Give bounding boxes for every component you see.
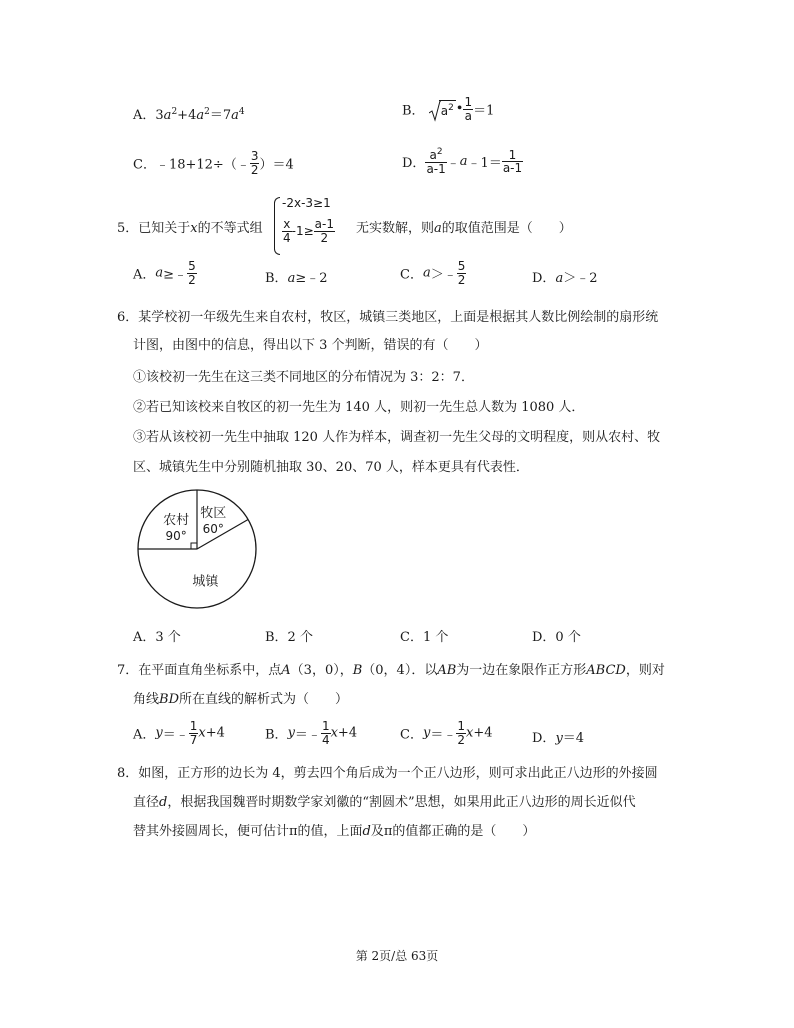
option-label: A． [133,108,156,123]
pie-label-2: 城镇 [192,574,219,590]
math-var: a [231,108,239,123]
q5-option-d[interactable] [532,267,597,286]
q4-option-b[interactable] [402,96,494,122]
math-var: a [422,265,431,281]
fraction: $\frac{1}{4}$ [321,719,330,747]
math-var: a [196,108,205,123]
q6-judgement-2: ②若已知该校来自牧区的初一先生为 140 人，则初一先生总人数为 1080 人． [133,400,585,415]
math-var: a [434,221,442,236]
math-var: a [459,154,468,170]
q8-stem-line-3: 替其外接圆周长，便可估计π的值，上面d及π的值都正确的是（ ） [133,824,536,839]
q6-option-b[interactable]: B．2 个 [265,630,313,645]
fraction: $\frac{1}{a-1}$ [502,147,523,176]
page-footer: 第 2页/总 63页 [355,949,439,963]
radicand-exp: 2 [448,102,454,113]
q6-stem-line-2: 计图，由图中的信息，得出以下 3 个判断，错误的有（ ） [133,338,488,353]
q7-option-d[interactable]: D．y＝4 [532,731,585,746]
pie-angle-label-0: 90° [165,529,187,544]
math-text: ＞﹣2 [563,271,598,286]
q4-option-d[interactable] [402,148,523,175]
math-text: 3 [155,108,164,123]
option-label: D． [402,156,426,172]
math-text: ）＝4 [259,157,294,173]
option-label: B． [402,103,425,119]
math-text: ≥﹣ [163,267,188,283]
pie-label-0: 农村 [163,513,190,529]
q4-option-a[interactable] [133,104,245,123]
inequality-line-1: -2x-3≥1 [282,196,331,210]
math-exp: 2 [171,107,178,117]
q5-option-b[interactable] [265,267,328,286]
fraction: $\frac{5}{2}$ [457,259,466,287]
math-var: x [190,221,198,236]
fraction: $\frac{a^2}{a-1}$ [426,147,446,176]
q6-judgement-1: ①该校初一先生在这三类不同地区的分布情况为 3：2：7． [133,370,474,385]
fraction: $\frac{3}{2}$ [250,149,259,177]
q8-stem-line-2: 直径d，根据我国魏晋时期数学家刘徽的“割圆术”思想，如果用此正八边形的周长近似代 [133,795,636,810]
fraction: $\frac{1}{7}$ [189,719,198,747]
q7-option-b[interactable]: B．y＝﹣ $\frac{1}{4}$ x+4 [265,719,358,747]
q6-option-d[interactable]: D．0 个 [532,630,581,645]
q6-judgement-3-line-2: 区、城镇先生中分别随机抽取 30、20、70 人，样本更具有代表性． [133,460,529,475]
q4-option-c[interactable] [133,150,294,176]
math-text: ≥﹣2 [295,271,328,286]
q6-judgement-3-line-1: ③若从该校初一先生中抽取 120 人作为样本，调查初一先生父母的文明程度，则从农村、牧 [133,430,661,445]
math-text: ﹣1＝ [467,156,502,172]
q8-stem-line-1: 8．如图，正方形的边长为 4，剪去四个角后成为一个正八边形，则可求出此正八边形的外接圆 [117,766,658,781]
question-text: 无实数解，则 [356,221,435,236]
q7-stem-line-2: 角线BD所在直线的解析式为（ ） [133,692,349,707]
math-text: -1≥ [291,224,314,239]
fraction: $\frac{a-1}{2}$ [314,217,334,245]
pie-angle-label-1: 60° [202,521,224,536]
sqrt-expression [429,100,456,119]
inequality-line-2 [282,218,335,244]
math-exp: 4 [238,107,245,117]
question-text: 的不等式组 [197,221,263,236]
pie-chart [134,486,260,612]
q7-option-a[interactable]: A．y＝﹣ $\frac{1}{7}$ x+4 [133,719,225,747]
fraction: $\frac{x}{4}$ [283,217,291,245]
fraction: $\frac{5}{2}$ [188,259,196,287]
q5-stem-end [356,217,572,236]
option-label: C． [133,157,156,173]
q7-option-c[interactable]: C．y＝﹣ $\frac{1}{2}$ x+4 [400,719,493,747]
pie-label-1: 牧区 [200,505,227,521]
q5-option-c[interactable] [400,260,466,286]
math-text: ＝1 [473,103,495,119]
question-text: 5．已知关于 [117,221,191,236]
q6-option-c[interactable]: C．1 个 [400,630,449,645]
q7-stem-line-1: 7．在平面直角坐标系中，点A（3，0），B（0，4）．以AB为一边在象限作正方形ABCD，则对 [117,663,665,678]
math-var: a [163,108,172,123]
option-label: D． [532,271,556,286]
option-label: C． [400,267,423,283]
dot-operator: • [455,101,464,117]
q6-stem-line-1: 6．某学校初一年级先生来自农村，牧区，城镇三类地区，上面是根据其人数比例绘制的扇形统 [117,310,659,325]
fraction: $\frac{1}{2}$ [457,719,465,747]
option-label: A． [133,267,156,283]
option-label: B． [265,271,288,286]
math-var: a [555,271,564,286]
math-text: ﹣ [446,156,460,172]
math-text: +4 [177,108,197,123]
radical-sign-icon [429,100,441,122]
math-text: ＝7 [209,108,232,123]
math-exp: 2 [204,107,210,117]
math-text: ﹣18+12÷（﹣ [155,157,250,173]
radicand: a [440,103,449,118]
math-text: ＞﹣ [430,267,457,283]
math-var: a [287,271,296,286]
math-var: a [155,265,164,281]
question-text: 的取值范围是（ ） [441,221,572,236]
fraction: $\frac{1}{a}$ [464,95,473,123]
q5-stem-start [117,217,263,236]
q6-option-a[interactable]: A．3 个 [133,630,181,645]
q5-option-a[interactable] [133,260,197,286]
system-brace [274,197,280,255]
